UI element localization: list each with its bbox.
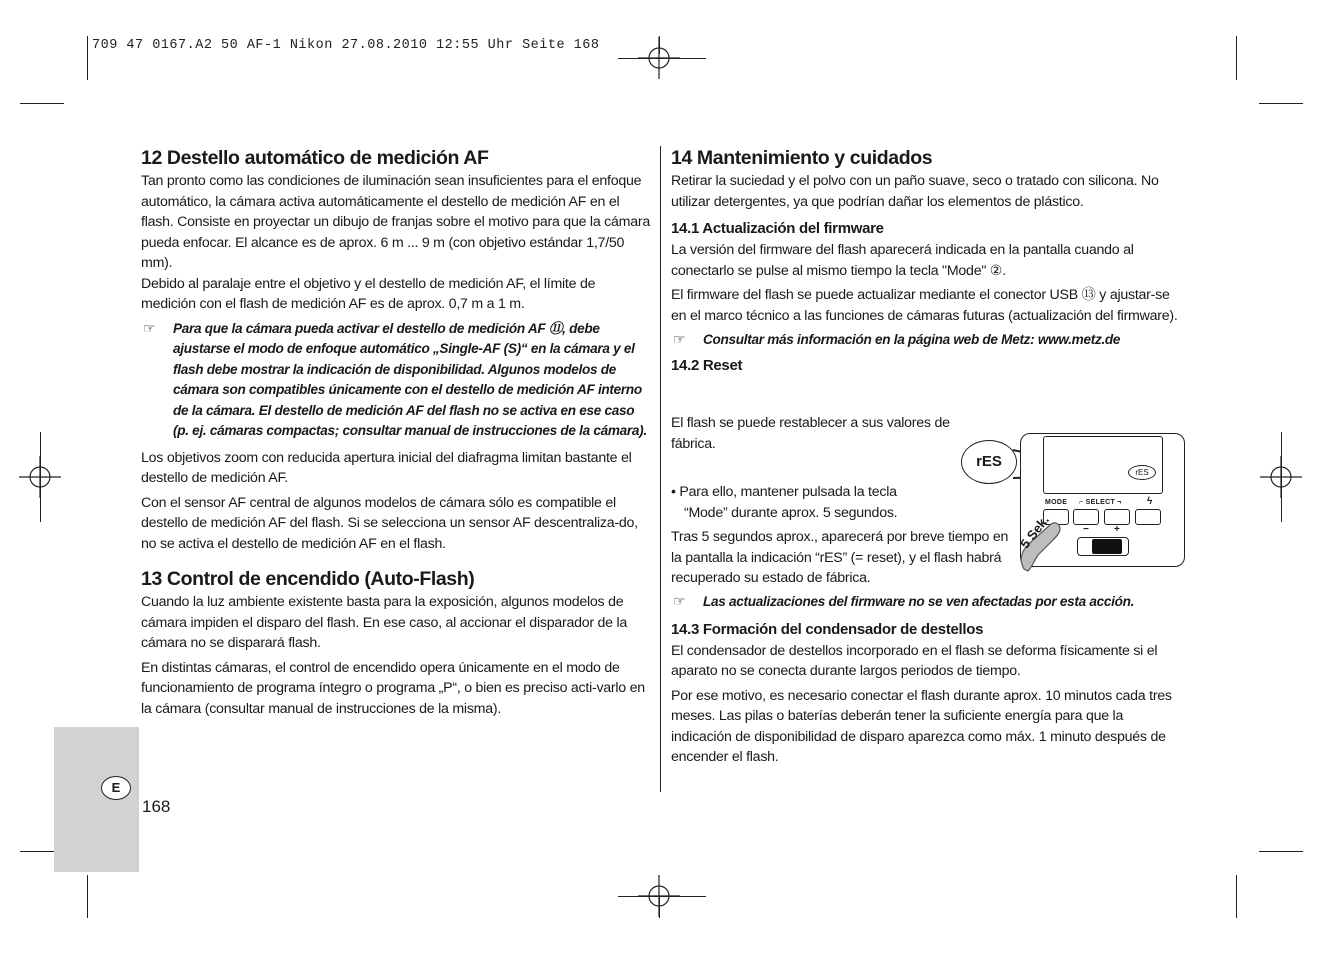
registration-line <box>659 36 660 54</box>
registration-line <box>618 896 706 897</box>
section-title-12: 12 Destello automático de medición AF <box>141 147 489 169</box>
crop-mark <box>1236 36 1237 80</box>
language-tab <box>54 727 139 872</box>
left-column <box>141 145 653 719</box>
crop-mark <box>87 36 88 80</box>
crop-mark <box>1259 103 1303 104</box>
print-header: 709 47 0167.A2 50 AF-1 Nikon 27.08.2010 12:55 Uhr Seite 168 <box>92 38 600 53</box>
crop-mark <box>20 103 64 104</box>
note-block <box>141 319 653 442</box>
select-label: ⌐ SELECT ¬ <box>1079 499 1122 506</box>
right-column-top <box>671 145 1186 377</box>
registration-line <box>1281 432 1282 522</box>
paragraph: Cuando la luz ambiente existente basta para la exposición, algunos modelos de cámara impiden el disparo del flash. En ese caso, al accionar el disparador de la cámara no se disparará flash. <box>141 594 628 651</box>
paragraph: Tan pronto como las condiciones de iluminación sean insuficientes para el enfoque automático, la cámara activa automáticamente el destello de medición AF en el flash. Consiste en proyectar un dibujo de franjas sobre el motivo para que la cámara pueda enfocar. El alcance es de aprox. 6 m ... 9 m (con objetivo estándar 1,7/50 mm). <box>141 173 650 271</box>
page-number: 168 <box>142 797 171 816</box>
display-reset-label: rES <box>1128 465 1156 480</box>
note-block <box>671 330 1186 351</box>
note-text: Las actualizaciones del firmware no se ven afectadas por esta acción. <box>703 594 1135 609</box>
paragraph: Retirar la suciedad y el polvo con un paño suave, seco o tratado con silicona. No utilizar detergentes, ya que podrían dañar los elementos de plástico. <box>671 173 1159 210</box>
crop-mark <box>87 875 88 918</box>
paragraph: Tras 5 segundos aprox., aparecerá por breve tiempo en la pantalla la indicación “rES” (= reset), y el flash habrá recuperado su estado de fábrica. <box>671 529 1009 586</box>
registration-line <box>659 896 660 918</box>
subsection-title-14-2: 14.2 Reset <box>671 356 743 374</box>
language-badge: E <box>101 776 131 800</box>
registration-line <box>618 58 706 59</box>
paragraph: El condensador de destellos incorporado en el flash se deforma físicamente si el aparato no se conecta durante largos periodos de tiempo. <box>671 642 1158 679</box>
minus-label: − <box>1083 524 1089 535</box>
reset-callout-bubble: rES <box>961 440 1017 484</box>
paragraph: Con el sensor AF central de algunos modelos de cámara sólo es compatible el destello de medición AF del flash. Si se selecciona un sensor AF descentraliza-do, no se activa el destello de medición AF en el flash. <box>141 494 638 552</box>
hand-pointer-icon: ☞ <box>143 319 156 336</box>
section-title-14: 14 Mantenimiento y cuidados <box>671 147 933 169</box>
bullet-item: • Para ello, mantener pulsada la tecla “Mode” durante aprox. 5 segundos. <box>671 484 898 521</box>
subsection-title-14-3: 14.3 Formación del condensador de destellos <box>671 620 984 638</box>
paragraph: Debido al paralaje entre el objetivo y el destello de medición AF, el límite de medición con el flash de medición AF es de aprox. 0,7 m a 1 m. <box>141 275 596 312</box>
paragraph: Los objetivos zoom con reducida apertura inicial del diafragma limitan bastante el destello de medición AF. <box>141 449 632 486</box>
reset-bullet <box>671 482 931 523</box>
plus-label: + <box>1114 524 1120 535</box>
mode-label: MODE <box>1045 499 1068 506</box>
flash-bolt-icon: ϟ <box>1147 496 1153 507</box>
hand-pointer-icon: ☞ <box>673 331 686 347</box>
flash-display <box>1043 436 1163 494</box>
reset-after <box>671 527 1016 589</box>
select-plus-button <box>1104 509 1130 525</box>
reset-text <box>671 413 963 454</box>
paragraph: Por ese motivo, es necesario conectar el flash durante aprox. 10 minutos cada tres meses. Las pilas o baterías deberán tener la suficiente energía para que la indicación de disponibilidad de disparo aparezca como máx. 1 minuto después de encender el flash. <box>671 687 1172 765</box>
paragraph: El firmware del flash se puede actualizar mediante el conector USB ⑬ y ajustar-se en el marco técnico a las funciones de cámaras futuras (actualización del firmware). <box>671 287 1178 324</box>
paragraph: La versión del firmware del flash aparecerá indicada en la pantalla cuando al conectarlo se pulse al mismo tiempo la tecla "Mode" ②. <box>671 242 1134 279</box>
note-text: Para que la cámara pueda activar el destello de medición AF ⑪, debe ajustarse el modo de enfoque automático „Single-AF (S)“ en la cámara y el flash debe mostrar la indicación de disponibilidad. Algunos modelos de cámara son compatibles únicamente con el destello de medición AF interno de la cámara. El destello de medición AF del flash no se activa en ese caso (p. ej. cámaras compactas; consultar manual de instrucciones de la cámara). <box>173 320 647 438</box>
note-text: Consultar más información en la página web de Metz: www.metz.de <box>703 332 1121 347</box>
select-minus-button <box>1073 509 1099 525</box>
flash-button <box>1135 509 1161 525</box>
section-title-13: 13 Control de encendido (Auto-Flash) <box>141 568 475 590</box>
column-divider <box>660 146 661 792</box>
registration-line <box>40 432 41 522</box>
paragraph: En distintas cámaras, el control de encendido opera únicamente en el modo de funcionamiento de programa íntegro o programa „P“, o bien es preciso acti-varlo en la cámara (consultar manual de instrucciones de la misma). <box>141 659 645 717</box>
crop-mark <box>1236 875 1237 918</box>
right-column-bottom <box>671 592 1186 768</box>
crop-mark <box>1259 851 1303 852</box>
duration-label: 5 Sek. <box>1017 512 1052 552</box>
hand-pointer-icon: ☞ <box>673 593 686 609</box>
power-switch <box>1077 537 1129 556</box>
note-block <box>671 592 1186 613</box>
subsection-title-14-1: 14.1 Actualización del firmware <box>671 220 884 237</box>
paragraph: El flash se puede restablecer a sus valores de fábrica. <box>671 415 950 452</box>
